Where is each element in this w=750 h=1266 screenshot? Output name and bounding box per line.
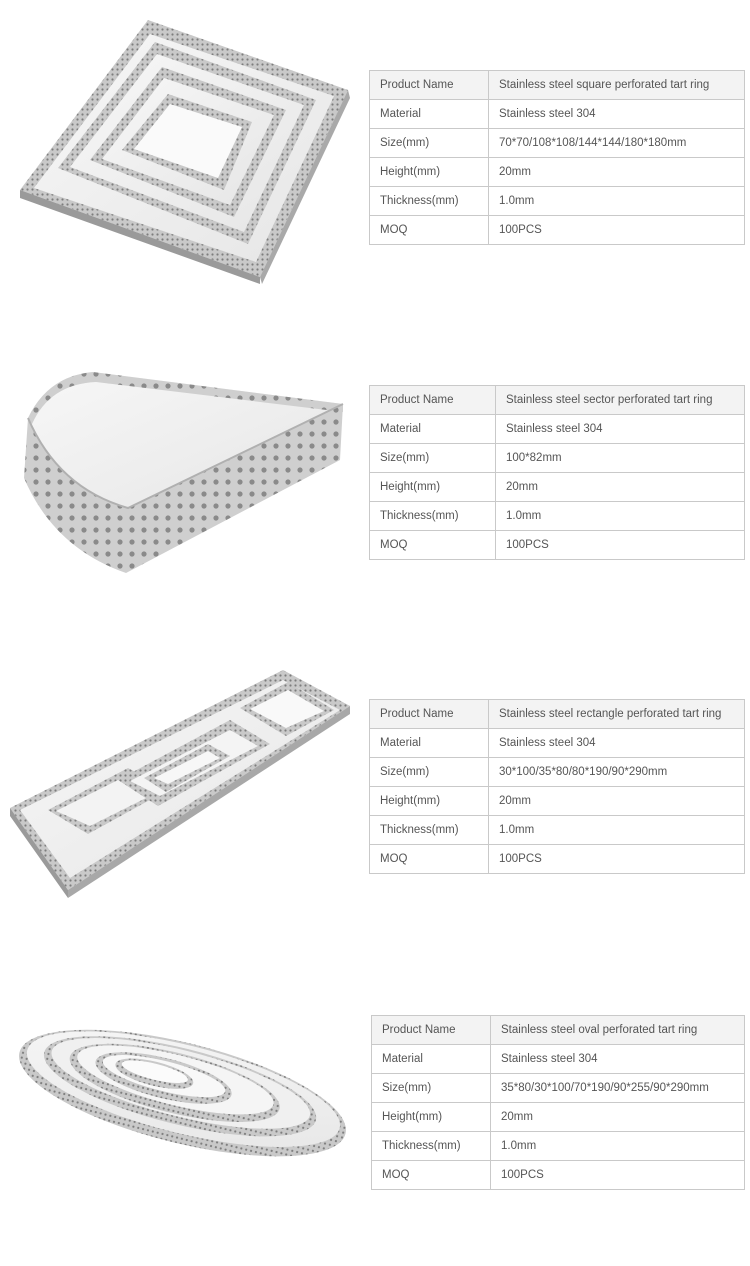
spec-value: Stainless steel square perforated tart ring xyxy=(489,71,745,100)
spec-row xyxy=(370,444,745,473)
spec-value: 20mm xyxy=(491,1103,745,1132)
spec-value: 100PCS xyxy=(496,531,745,560)
spec-value: Stainless steel 304 xyxy=(489,729,745,758)
spec-label: Size(mm) xyxy=(370,758,489,787)
spec-label: Height(mm) xyxy=(370,158,489,187)
spec-row xyxy=(370,787,745,816)
spec-row xyxy=(370,845,745,874)
spec-row xyxy=(370,816,745,845)
spec-value: Stainless steel 304 xyxy=(496,415,745,444)
spec-label: Product Name xyxy=(370,700,489,729)
spec-row xyxy=(372,1161,745,1190)
spec-row xyxy=(370,71,745,100)
spec-value: Stainless steel 304 xyxy=(489,100,745,129)
spec-value: 100PCS xyxy=(489,845,745,874)
spec-label: Product Name xyxy=(372,1016,491,1045)
spec-value: 70*70/108*108/144*144/180*180mm xyxy=(489,129,745,158)
spec-label: Thickness(mm) xyxy=(370,502,496,531)
spec-row xyxy=(370,129,745,158)
spec-value: Stainless steel rectangle perforated tart ring xyxy=(489,700,745,729)
spec-value: 20mm xyxy=(489,158,745,187)
spec-value: Stainless steel oval perforated tart ring xyxy=(491,1016,745,1045)
spec-row xyxy=(370,758,745,787)
spec-value: 30*100/35*80/80*190/90*290mm xyxy=(489,758,745,787)
spec-label: Material xyxy=(370,100,489,129)
spec-row xyxy=(372,1045,745,1074)
spec-value: 1.0mm xyxy=(489,816,745,845)
spec-table xyxy=(371,1015,745,1190)
spec-row xyxy=(370,216,745,245)
spec-row xyxy=(370,158,745,187)
spec-value: 35*80/30*100/70*190/90*255/90*290mm xyxy=(491,1074,745,1103)
spec-label: Size(mm) xyxy=(370,129,489,158)
spec-label: MOQ xyxy=(372,1161,491,1190)
spec-row xyxy=(370,386,745,415)
spec-label: Size(mm) xyxy=(370,444,496,473)
spec-row xyxy=(370,700,745,729)
rectangle-tart-ring-photo xyxy=(8,668,353,898)
spec-label: Material xyxy=(372,1045,491,1074)
spec-label: MOQ xyxy=(370,531,496,560)
spec-row xyxy=(370,729,745,758)
spec-label: Thickness(mm) xyxy=(370,187,489,216)
spec-value: 100PCS xyxy=(489,216,745,245)
spec-label: Product Name xyxy=(370,386,496,415)
spec-value: 1.0mm xyxy=(489,187,745,216)
spec-row xyxy=(370,473,745,502)
spec-row xyxy=(370,100,745,129)
spec-label: Height(mm) xyxy=(372,1103,491,1132)
square-tart-ring-photo xyxy=(10,12,355,287)
spec-label: Thickness(mm) xyxy=(370,816,489,845)
spec-label: Thickness(mm) xyxy=(372,1132,491,1161)
spec-value: 1.0mm xyxy=(496,502,745,531)
spec-row xyxy=(372,1074,745,1103)
spec-row xyxy=(372,1016,745,1045)
spec-table xyxy=(369,385,745,560)
spec-value: 100*82mm xyxy=(496,444,745,473)
spec-row xyxy=(372,1103,745,1132)
spec-row xyxy=(370,187,745,216)
spec-value: 100PCS xyxy=(491,1161,745,1190)
spec-label: Material xyxy=(370,729,489,758)
spec-label: Height(mm) xyxy=(370,787,489,816)
oval-tart-ring-photo xyxy=(10,1015,355,1175)
spec-row xyxy=(370,502,745,531)
spec-label: MOQ xyxy=(370,845,489,874)
spec-label: Product Name xyxy=(370,71,489,100)
spec-label: Size(mm) xyxy=(372,1074,491,1103)
spec-value: 20mm xyxy=(496,473,745,502)
spec-label: Material xyxy=(370,415,496,444)
sector-tart-ring-photo xyxy=(18,368,348,578)
spec-value: 1.0mm xyxy=(491,1132,745,1161)
spec-value: 20mm xyxy=(489,787,745,816)
spec-row xyxy=(370,415,745,444)
spec-row xyxy=(372,1132,745,1161)
spec-value: Stainless steel 304 xyxy=(491,1045,745,1074)
spec-table xyxy=(369,70,745,245)
spec-value: Stainless steel sector perforated tart ring xyxy=(496,386,745,415)
spec-row xyxy=(370,531,745,560)
spec-table xyxy=(369,699,745,874)
spec-label: Height(mm) xyxy=(370,473,496,502)
spec-label: MOQ xyxy=(370,216,489,245)
